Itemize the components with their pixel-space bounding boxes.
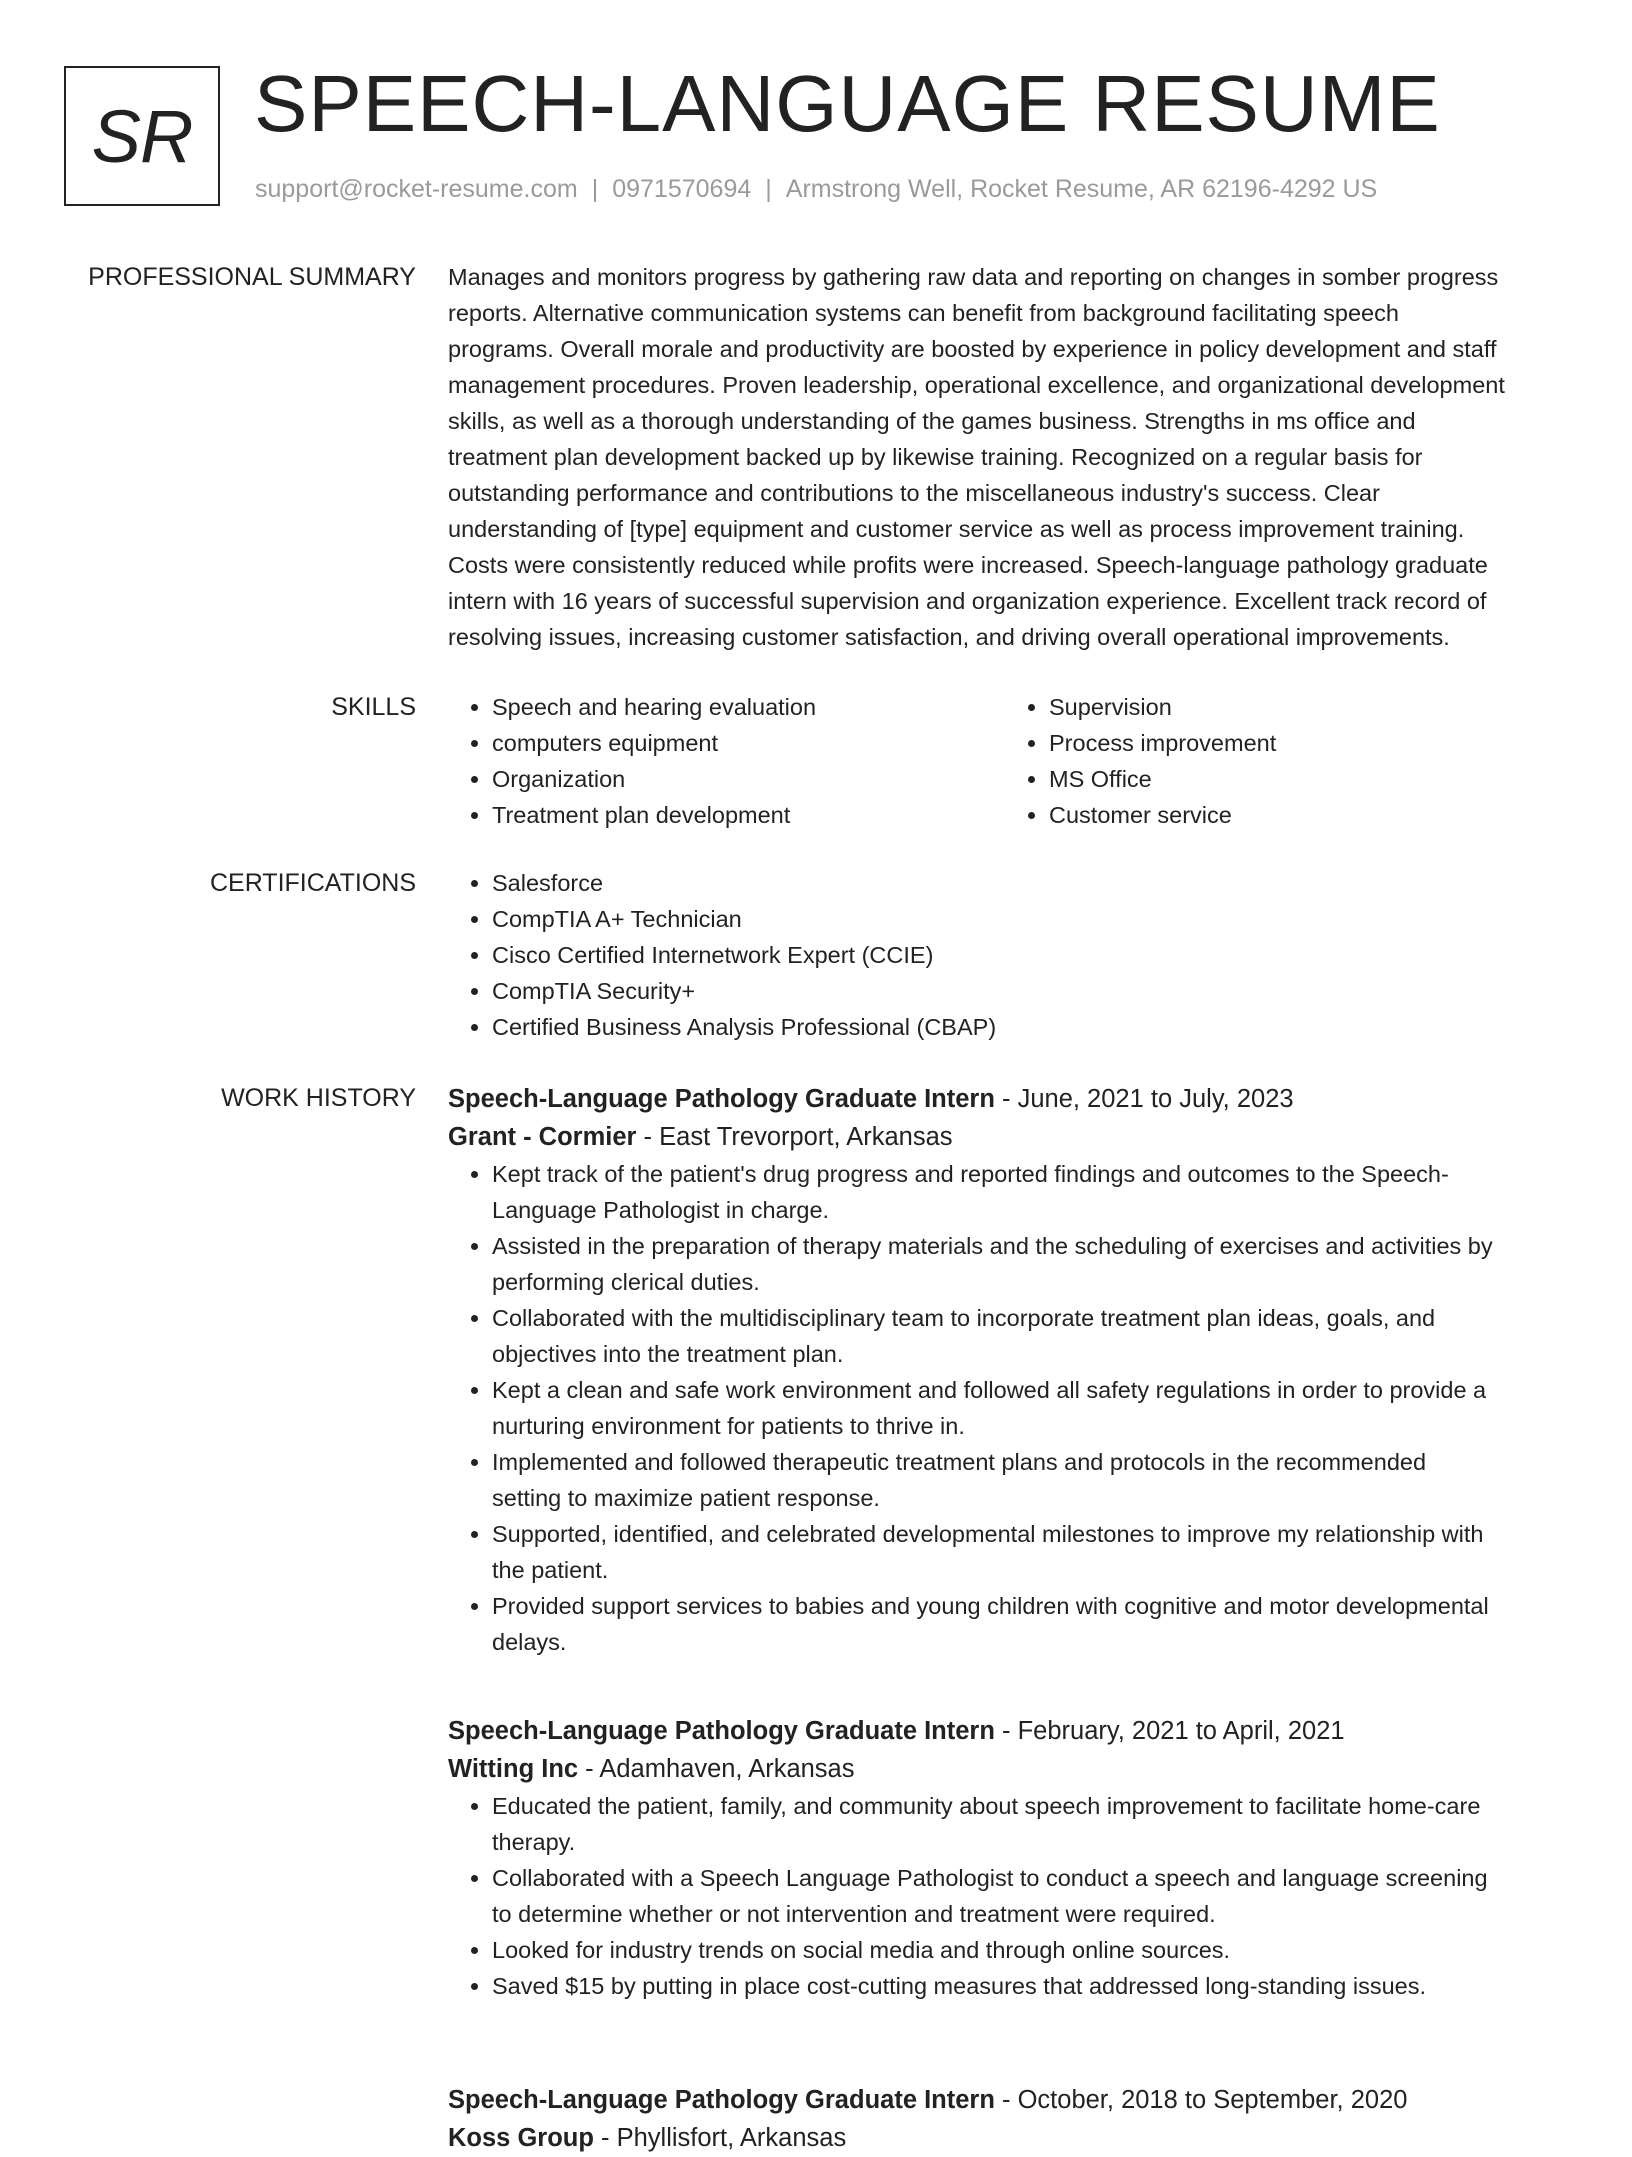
contact-line xyxy=(255,175,1377,204)
job-entry xyxy=(448,2081,1562,2157)
skill-item: • computers equipment xyxy=(492,725,1005,761)
section-label-work-history: WORK HISTORY xyxy=(221,1084,416,1112)
contact-address: Armstrong Well, Rocket Resume, AR 62196-4292 US xyxy=(785,175,1378,203)
skill-item: • Organization xyxy=(492,761,1005,797)
job-title: Speech-Language Pathology Graduate Intern xyxy=(448,2086,995,2114)
job-bullet: • Provided support services to babies and young children with cognitive and motor developmental delays. xyxy=(492,1588,1562,1660)
section-label-certifications: CERTIFICATIONS xyxy=(209,869,416,897)
job-entry xyxy=(448,1712,1562,2004)
job-bullets xyxy=(448,1156,1562,1660)
job-company-line: Witting Inc - Adamhaven, Arkansas xyxy=(448,1755,855,1783)
job-title-line: Speech-Language Pathology Graduate Intern - June, 2021 to July, 2023 xyxy=(448,1085,1294,1113)
job-title-line: Speech-Language Pathology Graduate Intern - February, 2021 to April, 2021 xyxy=(448,1717,1345,1745)
certification-item: • CompTIA A+ Technician xyxy=(492,901,1562,937)
skill-item: • Process improvement xyxy=(1049,725,1562,761)
contact-email[interactable]: support@rocket-resume.com xyxy=(255,175,578,203)
contact-phone[interactable]: 0971570694 xyxy=(612,175,752,203)
summary-line: reports. Alternative communication systems can benefit from background facilitating speech xyxy=(448,300,1399,326)
job-bullet: • Supported, identified, and celebrated developmental milestones to improve my relationship with the patient. xyxy=(492,1516,1562,1588)
summary-line: Costs were consistently reduced while profits were increased. Speech-language pathology graduate xyxy=(448,552,1488,578)
summary-line: treatment plan development backed up by likewise training. Recognized on a regular basis for xyxy=(448,444,1423,470)
job-bullet: • Collaborated with the multidisciplinary team to incorporate treatment plan ideas, goals, and objectives into the treatment plan. xyxy=(492,1300,1562,1372)
certification-item: • Cisco Certified Internetwork Expert (CCIE) xyxy=(492,937,1562,973)
resume-title: SPEECH-LANGUAGE RESUME xyxy=(254,59,1441,148)
certification-item: • Certified Business Analysis Professional (CBAP) xyxy=(492,1009,1562,1045)
job-bullet: • Kept a clean and safe work environment and followed all safety regulations in order to provide a nurturing environment for patients to thrive in. xyxy=(492,1372,1562,1444)
certification-item: • Salesforce xyxy=(492,865,1562,901)
skill-item: • Treatment plan development xyxy=(492,797,1005,833)
job-company-line: Koss Group - Phyllisfort, Arkansas xyxy=(448,2124,847,2152)
job-bullet: • Assisted in the preparation of therapy materials and the scheduling of exercises and activities by performing clerical duties. xyxy=(492,1228,1562,1300)
summary-line: understanding of [type] equipment and customer service as well as process improvement training. xyxy=(448,516,1465,542)
certifications-list xyxy=(448,865,1562,1045)
contact-separator: | xyxy=(765,175,772,203)
skill-item: • Customer service xyxy=(1049,797,1562,833)
skills-list xyxy=(448,689,1562,833)
job-company: Witting Inc xyxy=(448,1755,579,1783)
job-entry xyxy=(448,1080,1562,1660)
contact-separator: | xyxy=(591,175,599,203)
summary-line: management procedures. Proven leadership, operational excellence, and organizational development xyxy=(448,372,1505,398)
job-title: Speech-Language Pathology Graduate Intern xyxy=(448,1085,995,1113)
job-bullet: • Looked for industry trends on social media and through online sources. xyxy=(492,1932,1562,1968)
job-bullet: • Collaborated with a Speech Language Pathologist to conduct a speech and language screening to determine whether or not intervention and treatment were required. xyxy=(492,1860,1562,1932)
summary-line: Manages and monitors progress by gathering raw data and reporting on changes in somber progress xyxy=(448,264,1499,290)
job-company: Koss Group xyxy=(448,2124,594,2152)
job-location: East Trevorport, Arkansas xyxy=(659,1123,953,1151)
job-company-line: Grant - Cormier - East Trevorport, Arkansas xyxy=(448,1123,953,1151)
job-dates: June, 2021 to July, 2023 xyxy=(1017,1085,1294,1113)
skill-item: • MS Office xyxy=(1049,761,1562,797)
skill-item: • Speech and hearing evaluation xyxy=(492,689,1005,725)
job-title: Speech-Language Pathology Graduate Intern xyxy=(448,1717,995,1745)
skill-item: • Supervision xyxy=(1049,689,1562,725)
certification-item: • CompTIA Security+ xyxy=(492,973,1562,1009)
job-location: Adamhaven, Arkansas xyxy=(599,1755,855,1783)
skills-column-right xyxy=(1005,689,1562,833)
section-label-skills: SKILLS xyxy=(331,693,416,721)
job-company: Grant - Cormier xyxy=(448,1123,637,1151)
summary-line: resolving issues, increasing customer satisfaction, and driving overall operational improvements. xyxy=(448,624,1450,650)
skills-column-left xyxy=(448,689,1005,833)
summary-line: intern with 16 years of successful supervision and organization experience. Excellent track record of xyxy=(448,588,1487,614)
job-bullet: • Kept track of the patient's drug progress and reported findings and outcomes to the Speech- Language Pathologist in charge. xyxy=(492,1156,1562,1228)
job-bullet: • Educated the patient, family, and community about speech improvement to facilitate home-care therapy. xyxy=(492,1788,1562,1860)
job-location: Phyllisfort, Arkansas xyxy=(616,2124,847,2152)
job-dates: February, 2021 to April, 2021 xyxy=(1017,1717,1345,1745)
summary-line: programs. Overall morale and productivity are boosted by experience in policy development and staff xyxy=(448,336,1497,362)
job-bullets xyxy=(448,1788,1562,2004)
summary-line: skills, as well as a thorough understanding of the games business. Strengths in ms office and xyxy=(448,408,1416,434)
job-bullet: • Saved $15 by putting in place cost-cutting measures that addressed long-standing issues. xyxy=(492,1968,1562,2004)
summary-text xyxy=(448,259,1562,655)
section-label-summary: PROFESSIONAL SUMMARY xyxy=(88,263,416,291)
job-title-line: Speech-Language Pathology Graduate Intern - October, 2018 to September, 2020 xyxy=(448,2086,1408,2114)
summary-line: outstanding performance and contributions to the miscellaneous industry's success. Clear xyxy=(448,480,1380,506)
monogram-logo: SR xyxy=(64,66,220,206)
job-bullet: • Implemented and followed therapeutic treatment plans and protocols in the recommended setting to maximize patient response. xyxy=(492,1444,1562,1516)
job-dates: October, 2018 to September, 2020 xyxy=(1017,2086,1408,2114)
